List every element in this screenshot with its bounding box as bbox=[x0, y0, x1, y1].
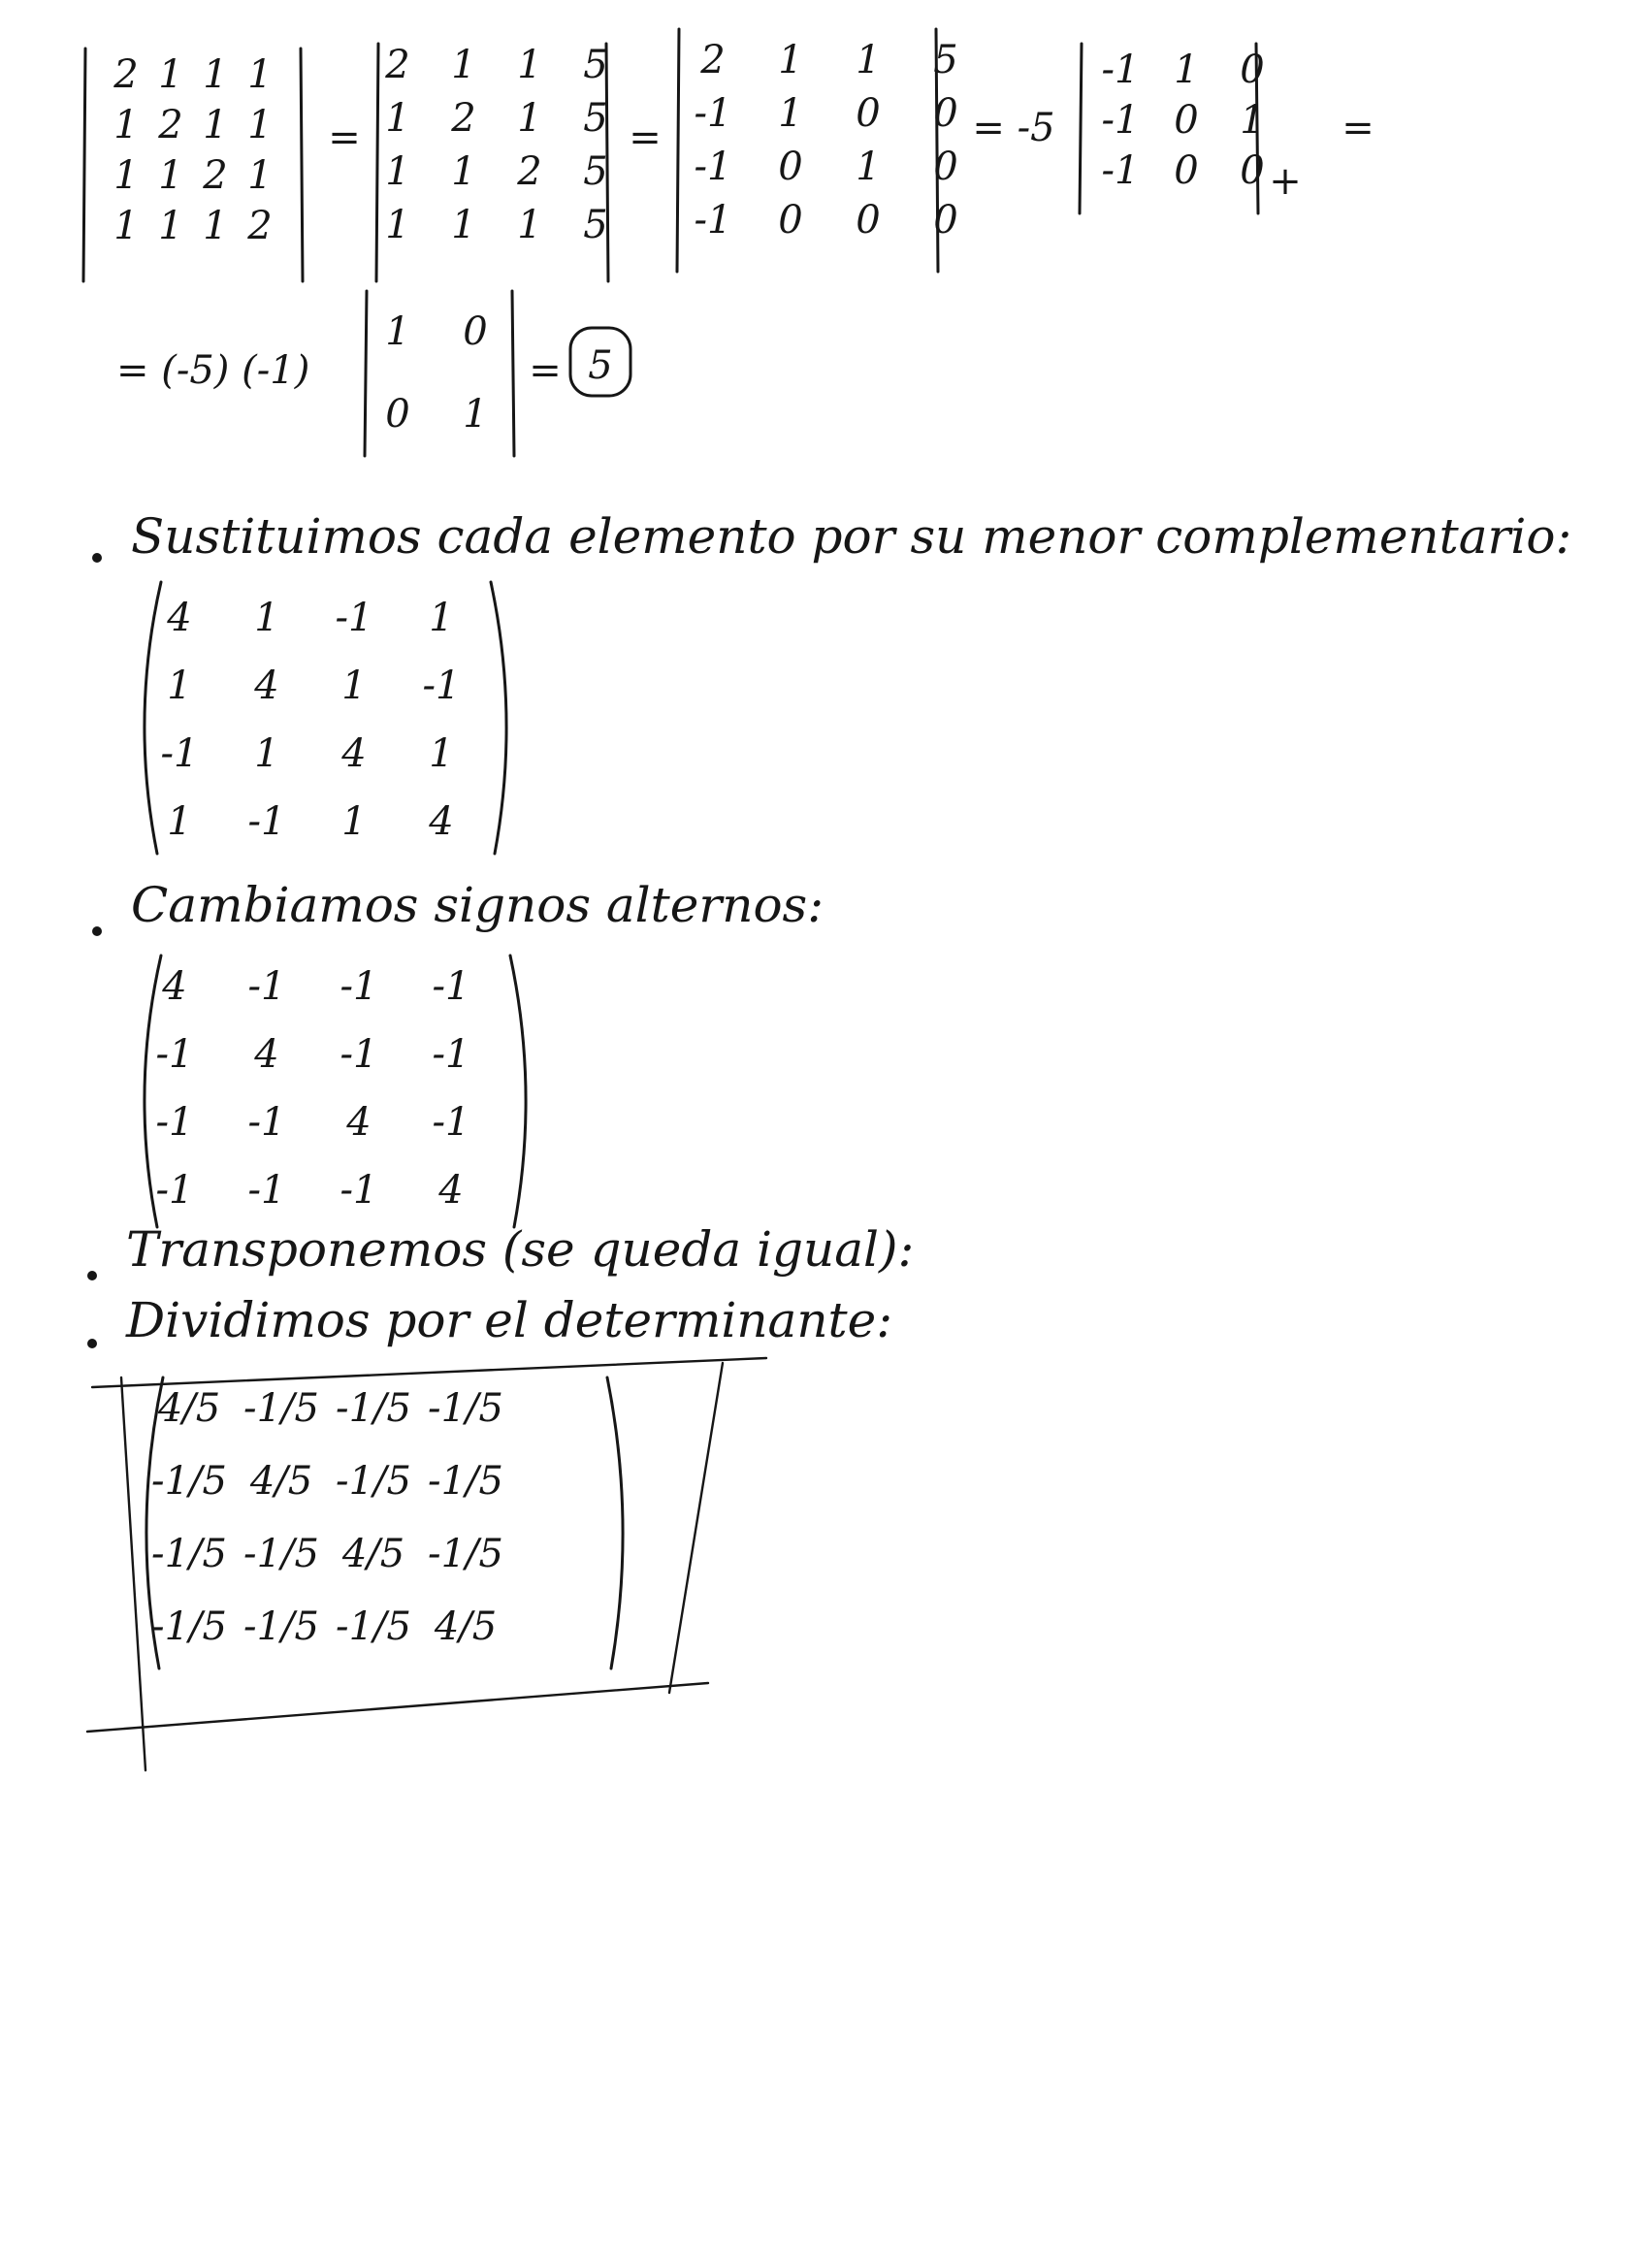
equals-sign: = bbox=[629, 115, 662, 160]
alternate-signs-matrix-cell: -1 bbox=[247, 964, 286, 1009]
step1-matrix-cell: 2 bbox=[385, 43, 410, 87]
inverse-matrix-cell: -1/5 bbox=[428, 1386, 503, 1431]
step3-matrix-cell: 0 bbox=[1174, 98, 1199, 143]
minors-matrix-cell: 1 bbox=[429, 731, 454, 776]
inverse-matrix-cell: 4/5 bbox=[249, 1459, 313, 1504]
minors-matrix-cell: 1 bbox=[341, 664, 367, 708]
alternate-signs-matrix-cell: 4 bbox=[254, 1032, 279, 1077]
step1-matrix-cell: 5 bbox=[583, 149, 608, 194]
step1-matrix-cell: 1 bbox=[517, 203, 542, 247]
inverse-matrix-cell: -1/5 bbox=[428, 1459, 503, 1504]
step1-matrix-cell: 5 bbox=[583, 96, 608, 141]
step2-matrix-cell: 0 bbox=[933, 145, 958, 189]
matrix-a-cell: 1 bbox=[113, 103, 139, 147]
inverse-matrix-cell: -1/5 bbox=[243, 1532, 319, 1576]
step2-matrix-cell: 0 bbox=[856, 198, 881, 243]
step1-matrix-cell: 1 bbox=[385, 203, 410, 247]
alternate-signs-matrix-cell: 4 bbox=[346, 1100, 372, 1145]
bullet-dot bbox=[92, 553, 102, 563]
determinant-result-line bbox=[116, 291, 630, 456]
alternate-signs-matrix-right-paren bbox=[510, 956, 526, 1227]
step-label: Cambiamos signos alternos: bbox=[131, 877, 824, 933]
step3-matrix-cell: 1 bbox=[1240, 98, 1265, 143]
step-label: Transponemos (se queda igual): bbox=[126, 1221, 915, 1278]
minors-matrix-right-paren bbox=[491, 582, 506, 854]
equals-sign: = bbox=[328, 115, 361, 160]
alternate-signs-matrix-cell: -1 bbox=[432, 1100, 470, 1145]
inverse-matrix-cell: -1/5 bbox=[243, 1604, 319, 1649]
answer-box-bottom bbox=[87, 1683, 708, 1732]
matrix-a-cell: 1 bbox=[113, 204, 139, 248]
step1-matrix-left-bar bbox=[376, 44, 378, 281]
step1-matrix-cell: 1 bbox=[451, 43, 476, 87]
step1-matrix-cell: 1 bbox=[451, 203, 476, 247]
step2-matrix-cell: 1 bbox=[778, 91, 803, 136]
step2-matrix-cell: 1 bbox=[856, 145, 881, 189]
minors-matrix-cell: -1 bbox=[335, 596, 373, 640]
step3-matrix-right-bar bbox=[1256, 44, 1258, 213]
step2-matrix-cell: 0 bbox=[778, 198, 803, 243]
step-alternate-signs bbox=[92, 877, 824, 1227]
step-transpose bbox=[87, 1221, 914, 1280]
step3-matrix-cell: -1 bbox=[1101, 98, 1140, 143]
step4-matrix-cell: 1 bbox=[463, 392, 488, 437]
inverse-matrix-cell: -1/5 bbox=[336, 1604, 411, 1649]
step4-matrix-cell: 1 bbox=[385, 309, 410, 354]
answer-box-left bbox=[121, 1377, 146, 1770]
answer-box-right bbox=[669, 1363, 723, 1693]
step3-matrix-cell: 0 bbox=[1174, 148, 1199, 193]
step2-matrix-cell: -1 bbox=[694, 198, 732, 243]
equals-sign: = bbox=[529, 348, 562, 393]
step2-matrix-cell: -1 bbox=[694, 91, 732, 136]
alternate-signs-matrix-cell: -1 bbox=[247, 1168, 286, 1213]
step2-matrix-cell: 1 bbox=[778, 38, 803, 82]
alternate-signs-matrix-cell: -1 bbox=[432, 964, 470, 1009]
step4-matrix-cell: 0 bbox=[463, 309, 488, 354]
minors-matrix-cell: 1 bbox=[254, 596, 279, 640]
cofactor-sign: + bbox=[1269, 159, 1302, 204]
matrix-a-cell: 1 bbox=[247, 153, 273, 198]
minors-matrix-cell: -1 bbox=[160, 731, 199, 776]
matrix-a-right-bar bbox=[301, 49, 303, 281]
matrix-a-cell: 2 bbox=[113, 52, 139, 97]
step2-matrix-cell: 5 bbox=[933, 38, 958, 82]
step1-matrix-cell: 1 bbox=[517, 96, 542, 141]
step1-matrix-cell: 5 bbox=[583, 43, 608, 87]
matrix-a-cell: 2 bbox=[203, 153, 228, 198]
step1-matrix-cell: 1 bbox=[385, 149, 410, 194]
matrix-a-cell: 1 bbox=[203, 52, 228, 97]
alternate-signs-matrix-cell: -1 bbox=[155, 1100, 194, 1145]
minors-matrix-cell: 1 bbox=[167, 664, 192, 708]
step-label: Dividimos por el determinante: bbox=[126, 1292, 893, 1348]
matrix-a-cell: 1 bbox=[113, 153, 139, 198]
inverse-matrix-cell: -1/5 bbox=[151, 1604, 227, 1649]
matrix-a-left-bar bbox=[83, 49, 85, 281]
step1-matrix-cell: 2 bbox=[517, 149, 542, 194]
step4-matrix-right-bar bbox=[512, 291, 514, 456]
step4-matrix-cell: 0 bbox=[385, 392, 410, 437]
step2-matrix-left-bar bbox=[677, 29, 679, 272]
bullet-dot bbox=[87, 1339, 97, 1348]
step-minors bbox=[92, 508, 1571, 854]
answer-box-top bbox=[92, 1358, 766, 1387]
determinant-equation bbox=[83, 29, 1374, 281]
factor-minus-five: = -5 bbox=[972, 106, 1055, 150]
bullet-dot bbox=[92, 926, 102, 936]
matrix-a-cell: 1 bbox=[158, 204, 183, 248]
equals-sign: = bbox=[1342, 106, 1374, 150]
alternate-signs-matrix-cell: 4 bbox=[162, 964, 187, 1009]
minors-matrix-cell: 1 bbox=[254, 731, 279, 776]
step3-matrix-cell: 0 bbox=[1240, 148, 1265, 193]
minors-matrix-cell: -1 bbox=[422, 664, 461, 708]
alternate-signs-matrix-cell: -1 bbox=[340, 964, 378, 1009]
inverse-matrix-cell: 4/5 bbox=[157, 1386, 221, 1431]
inverse-matrix-right-paren bbox=[607, 1377, 623, 1669]
alternate-signs-matrix-cell: -1 bbox=[432, 1032, 470, 1077]
alternate-signs-matrix-cell: -1 bbox=[247, 1100, 286, 1145]
inverse-matrix-cell: -1/5 bbox=[428, 1532, 503, 1576]
matrix-a-cell: 1 bbox=[247, 103, 273, 147]
alternate-signs-matrix-cell: -1 bbox=[340, 1032, 378, 1077]
inverse-matrix-cell: 4/5 bbox=[434, 1604, 498, 1649]
inverse-matrix-cell: -1/5 bbox=[151, 1459, 227, 1504]
inverse-matrix-cell: -1/5 bbox=[336, 1459, 411, 1504]
step1-matrix-cell: 5 bbox=[583, 203, 608, 247]
step2-matrix-cell: 0 bbox=[933, 198, 958, 243]
step2-matrix-cell: 0 bbox=[933, 91, 958, 136]
step2-matrix-cell: 1 bbox=[856, 38, 881, 82]
alternate-signs-matrix-cell: 4 bbox=[438, 1168, 464, 1213]
step3-matrix-left-bar bbox=[1080, 44, 1082, 213]
step2-matrix-cell: 0 bbox=[778, 145, 803, 189]
minors-matrix-cell: 4 bbox=[341, 731, 367, 776]
minors-matrix-cell: 4 bbox=[254, 664, 279, 708]
matrix-a-cell: 2 bbox=[247, 204, 273, 248]
step1-matrix-cell: 1 bbox=[451, 149, 476, 194]
alternate-signs-matrix-cell: -1 bbox=[155, 1032, 194, 1077]
step1-matrix-right-bar bbox=[606, 44, 608, 281]
inverse-matrix-cell: -1/5 bbox=[336, 1386, 411, 1431]
bullet-dot bbox=[87, 1271, 97, 1280]
determinant-result: 5 bbox=[588, 343, 613, 388]
alternate-signs-matrix-cell: -1 bbox=[340, 1168, 378, 1213]
inverse-matrix-cell: -1/5 bbox=[243, 1386, 319, 1431]
step1-matrix-cell: 1 bbox=[517, 43, 542, 87]
step3-matrix-cell: -1 bbox=[1101, 48, 1140, 92]
step2-matrix-right-bar bbox=[936, 29, 938, 272]
minors-matrix-cell: 1 bbox=[167, 799, 192, 844]
inverse-matrix-cell: -1/5 bbox=[151, 1532, 227, 1576]
matrix-a-cell: 1 bbox=[158, 153, 183, 198]
step3-matrix-cell: -1 bbox=[1101, 148, 1140, 193]
minors-matrix-cell: 1 bbox=[429, 596, 454, 640]
minors-matrix-left-paren bbox=[145, 582, 161, 854]
minors-matrix-cell: -1 bbox=[247, 799, 286, 844]
matrix-a-cell: 1 bbox=[158, 52, 183, 97]
step4-matrix-left-bar bbox=[365, 291, 367, 456]
step2-matrix-cell: -1 bbox=[694, 145, 732, 189]
step2-matrix-cell: 2 bbox=[700, 38, 726, 82]
matrix-a-cell: 1 bbox=[203, 204, 228, 248]
factor-product: = (-5) (-1) bbox=[116, 348, 310, 393]
step2-matrix-cell: 0 bbox=[856, 91, 881, 136]
matrix-a-cell: 2 bbox=[158, 103, 183, 147]
alternate-signs-matrix-cell: -1 bbox=[155, 1168, 194, 1213]
matrix-a-cell: 1 bbox=[247, 52, 273, 97]
minors-matrix-cell: 4 bbox=[429, 799, 454, 844]
step3-matrix-cell: 0 bbox=[1240, 48, 1265, 92]
step1-matrix-cell: 2 bbox=[451, 96, 476, 141]
minors-matrix-cell: 4 bbox=[167, 596, 192, 640]
step-label: Sustituimos cada elemento por su menor complementario: bbox=[131, 508, 1572, 565]
step3-matrix-cell: 1 bbox=[1174, 48, 1199, 92]
matrix-a-cell: 1 bbox=[203, 103, 228, 147]
step1-matrix-cell: 1 bbox=[385, 96, 410, 141]
inverse-matrix-cell: 4/5 bbox=[341, 1532, 405, 1576]
minors-matrix-cell: 1 bbox=[341, 799, 367, 844]
step-divide-determinant bbox=[87, 1292, 892, 1770]
